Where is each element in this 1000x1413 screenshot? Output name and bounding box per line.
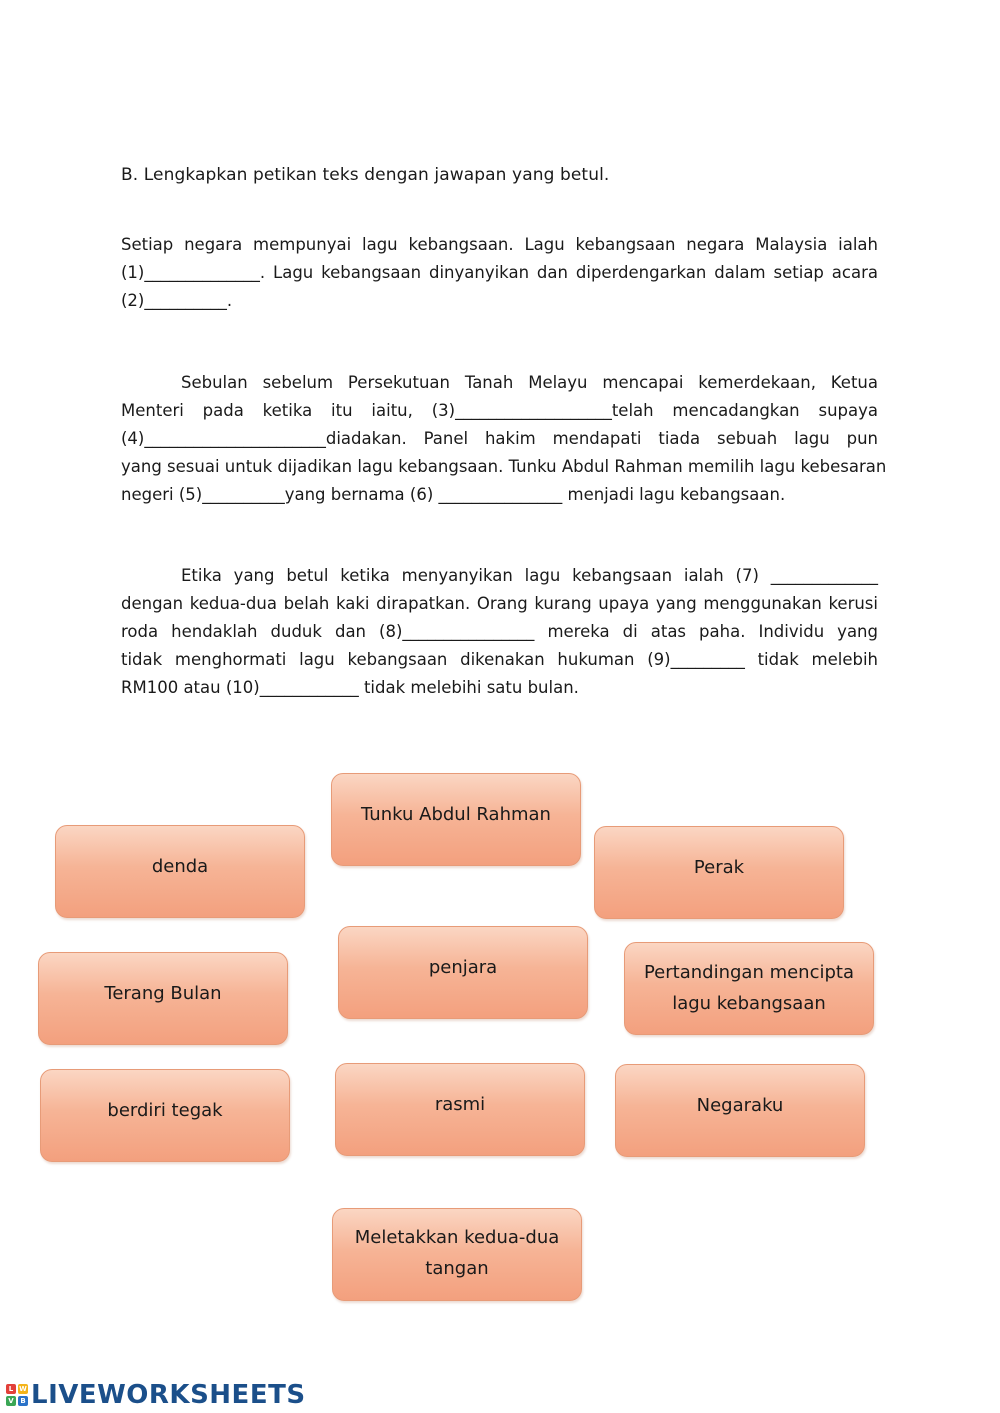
paragraph-1	[121, 231, 878, 315]
answer-card-tunku-abdul-rahman[interactable]	[331, 773, 581, 866]
paragraph-line: Sebulan sebelum Persekutuan Tanah Melayu mencapai kemerdekaan, Ketua	[181, 373, 878, 392]
paragraph-line: yang sesuai untuk dijadikan lagu kebangsaan. Tunku Abdul Rahman memilih lagu kebesaran	[121, 457, 887, 476]
paragraph-line: Etika yang betul ketika menyanyikan lagu kebangsaan ialah (7) _____________	[181, 566, 878, 585]
paragraph-line: roda hendaklah duduk dan (8)________________ mereka di atas paha. Individu yang	[121, 622, 878, 641]
paragraph-line: dengan kedua-dua belah kaki dirapatkan. Orang kurang upaya yang menggunakan kerusi	[121, 594, 878, 613]
paragraph-line: Setiap negara mempunyai lagu kebangsaan. Lagu kebangsaan negara Malaysia ialah	[121, 235, 878, 254]
paragraph-line: (4)______________________diadakan. Panel hakim mendapati tiada sebuah lagu pun	[121, 429, 878, 448]
logo-tile: B	[18, 1396, 28, 1406]
answer-card-terang-bulan[interactable]	[38, 952, 288, 1045]
answer-card-perak[interactable]	[594, 826, 844, 919]
answer-card-negaraku[interactable]	[615, 1064, 865, 1157]
paragraph-line: (1)______________. Lagu kebangsaan dinyanyikan dan diperdengarkan dalam setiap acara	[121, 263, 878, 282]
logo-tile: W	[19, 1385, 27, 1393]
card-label: denda	[151, 856, 209, 877]
card-label-line: lagu kebangsaan	[672, 992, 826, 1014]
answer-card-rasmi[interactable]	[335, 1063, 585, 1156]
brand-name: LIVEWORKSHEETS	[31, 1380, 306, 1410]
logo-tile: V	[6, 1396, 16, 1406]
paragraph-line: Menteri pada ketika itu iaitu, (3)___________________telah mencadangkan supaya	[121, 401, 878, 420]
card-label	[355, 1222, 560, 1284]
paragraph-line: tidak menghormati lagu kebangsaan dikenakan hukuman (9)_________ tidak melebih	[121, 650, 878, 669]
answer-card-berdiri-tegak[interactable]	[40, 1069, 290, 1162]
logo-tile: L	[6, 1384, 16, 1394]
card-label-line: Pertandingan mencipta	[643, 961, 855, 983]
card-label-line: tangan	[425, 1257, 489, 1279]
answer-card-meletakkan[interactable]	[332, 1208, 582, 1301]
card-label: Tunku Abdul Rahman	[361, 804, 551, 825]
paragraph-line: RM100 atau (10)____________ tidak melebihi satu bulan.	[121, 678, 579, 697]
card-label: Negaraku	[696, 1095, 784, 1116]
instruction-text: B. Lengkapkan petikan teks dengan jawapan yang betul.	[121, 165, 610, 185]
paragraph-3	[121, 562, 878, 702]
paragraph-line: negeri (5)__________yang bernama (6) _______________ menjadi lagu kebangsaan.	[121, 485, 786, 504]
card-label: Perak	[693, 857, 745, 878]
answer-card-denda[interactable]	[55, 825, 305, 918]
card-label: rasmi	[434, 1094, 486, 1115]
logo-grid-icon	[6, 1384, 28, 1406]
answer-card-pertandingan[interactable]	[624, 942, 874, 1035]
paragraph-2	[121, 369, 887, 509]
liveworksheets-logo	[6, 1380, 306, 1410]
card-label: penjara	[428, 957, 498, 978]
paragraph-line: (2)__________.	[121, 291, 233, 310]
answer-card-penjara[interactable]	[338, 926, 588, 1019]
card-label	[644, 957, 854, 1019]
card-label-line: Meletakkan kedua-dua	[354, 1226, 560, 1248]
card-label: berdiri tegak	[107, 1100, 223, 1121]
card-label: Terang Bulan	[104, 983, 222, 1004]
